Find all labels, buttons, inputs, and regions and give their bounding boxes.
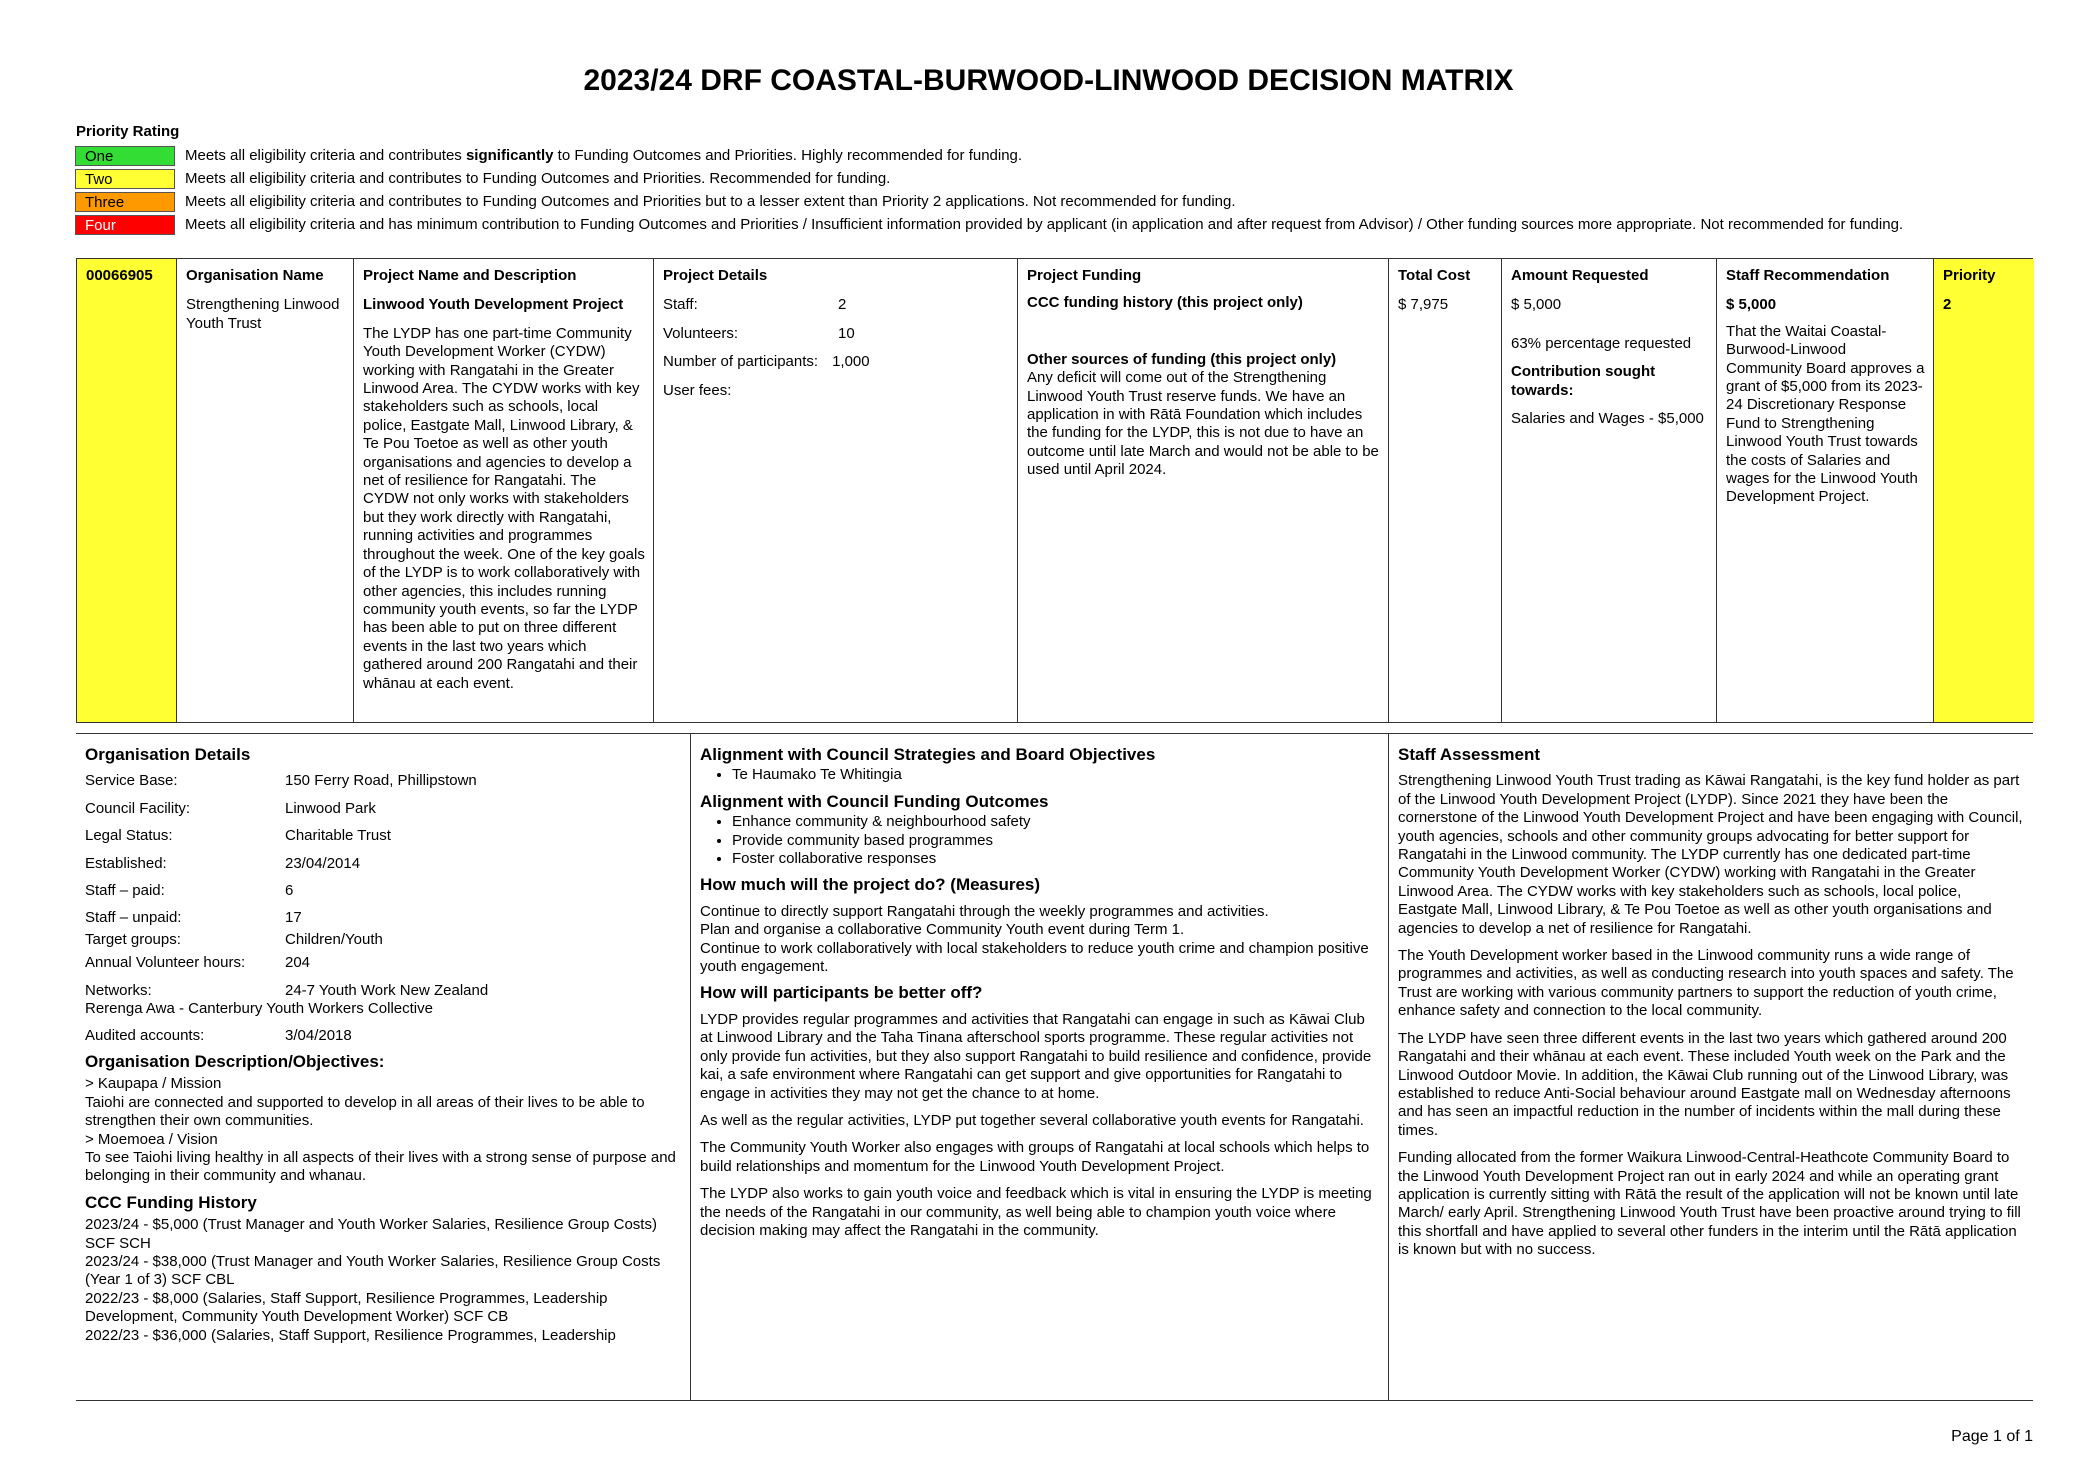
priority-legend-row-two [75,169,2015,191]
staff-assessment-paragraph: The LYDP have seen three different events in the last two years which gathered around 200 Rangatahi and their whānau at each event. These included Youth week on the Park and the Linwood Outdoor Movie. In addition, the Kāwai Club running out of the Linwood Library, was established to reduce Anti-Social behaviour around Eastgate mall on Wednesday afternoons and has seen an impactful reduction in the number of incidents within the mall during these times. [1398,1029,2011,1139]
amount-requested-header: Amount Requested [1511,267,1649,284]
detail-user-fees: User fees: [663,381,732,399]
outcome-item: • Provide community based programmes [732,832,1379,850]
priority-desc-four: Meets all eligibility criteria and has minimum contribution to Funding Outcomes and Priorities / Insufficient information provided by applicant (in application and after request from Advisor) / Other funding sources more appropriate. Not recommended for funding. [185,216,1904,233]
org-row-legal-status: Legal Status: Charitable Trust [85,827,391,845]
staff-assessment-paragraph: Strengthening Linwood Youth Trust trading as Kāwai Rangatahi, is the key fund holder as part of the Linwood Youth Development Project (LYDP). Since 2021 they have been the cornerstone of the Linwood Youth Development Project and have been engaging with Council, youth agencies, schools and other community groups advocating for better support for Rangatahi in the Linwood community. The LYDP currently has one dedicated part-time Community Youth Development Worker (CYDW) working with Rangatahi in the Greater Linwood Area. The CYDW works with key stakeholders such as schools, local police, Eastgate Mall, Linwood Library, & Te Pou Toetoe as well as other youth organisations and agencies to develop a net of resilience for Rangatahi. [1398,772,2023,937]
priority-legend-row-four [75,215,2015,237]
organisation-name: Strengthening Linwood Youth Trust [186,296,340,332]
total-cost-cell [1389,259,1502,722]
project-details-cell [654,259,1018,722]
funding-outcomes-heading: Alignment with Council Funding Outcomes [700,791,1049,811]
better-off-paragraph: As well as the regular activities, LYDP put together several collaborative youth events for Rangatahi. [700,1111,1364,1129]
total-cost-header: Total Cost [1398,267,1471,284]
priority-cell [1934,259,2034,722]
application-id: 00066905 [86,267,153,284]
contribution-heading: Contribution sought towards: [1511,363,1656,399]
staff-recommendation-text: That the Waitai Coastal-Burwood-Linwood Community Board approves a grant of $5,000 from its 2023-24 Discretionary Response Fund to Strengthening Linwood Youth Trust towards the costs of Salaries and wages for the Linwood Youth Development Project. [1726,322,1925,506]
organisation-name-header: Organisation Name [186,267,324,284]
project-name: Linwood Youth Development Project [363,296,624,314]
org-row-target-groups: Target groups: Children/Youth [85,930,383,948]
project-name-cell [354,259,654,722]
project-name-header: Project Name and Description [363,267,577,284]
outcome-item: • Foster collaborative responses [732,850,1379,868]
total-cost: $ 7,975 [1398,296,1449,314]
staff-assessment-paragraph: Funding allocated from the former Waikura Linwood-Central-Heathcote Community Board to the Linwood Youth Development Project ran out in early 2024 and while an operating grant application is currently sitting with Rātā the result of the application will not be known until late March/ early April. Strengthening Linwood Youth Trust have been proactive around trying to fill this shortfall and have applied to several other funders in the interim until the Rātā application is known but with no success. [1398,1149,2021,1259]
measures-heading: How much will the project do? (Measures) [700,875,1041,895]
amount-requested-cell [1502,259,1717,722]
project-funding-header: Project Funding [1027,267,1142,284]
funding-history-item: 2023/24 - $38,000 (Trust Manager and Youth Worker Salaries, Resilience Group Costs (Year 1 of 3) SCF CBL [85,1252,661,1289]
application-id-cell [77,259,177,722]
page-number: Page 1 of 1 [1951,1428,2033,1445]
priority-swatch-two: Two [75,169,175,189]
details-section [76,733,2033,1401]
project-details-header: Project Details [663,267,768,284]
org-row-audited-accounts: Audited accounts: 3/04/2018 [85,1027,352,1045]
outcome-item: • Enhance community & neighbourhood safety [732,813,1379,831]
measure-line: Plan and organise a collaborative Community Youth event during Term 1. [700,921,1185,939]
org-row-volunteer-hours: Annual Volunteer hours: 204 [85,954,311,972]
staff-recommendation-cell [1717,259,1934,722]
detail-participants: Number of participants: 1,000 [663,353,870,371]
decision-matrix-row [76,258,2033,723]
better-off-heading: How will participants be better off? [700,983,983,1003]
org-row-council-facility: Council Facility: Linwood Park [85,799,376,817]
organisation-details-heading: Organisation Details [85,745,251,764]
org-desc-vision-label: > Moemoea / Vision [85,1130,218,1148]
organisation-name-cell [177,259,354,722]
priority-desc-three: Meets all eligibility criteria and contributes to Funding Outcomes and Priorities but to a lesser extent than Priority 2 applications. Not recommended for funding. [185,193,1236,210]
funding-history-item: 2023/24 - $5,000 (Trust Manager and Youth Worker Salaries, Resilience Group Costs) SCF SCH [85,1216,657,1252]
org-row-networks: Networks: 24-7 Youth Work New Zealand [85,981,489,999]
priority-swatch-one: One [75,146,175,166]
contribution-text: Salaries and Wages - $5,000 [1511,410,1704,428]
org-row-staff-paid: Staff – paid: 6 [85,882,294,900]
staff-assessment-paragraph: The Youth Development worker based in the Linwood community runs a wide range of programmes and activities, as well as conducting research into youth spaces and safety. The Trust are working with various community partners to support the reduction of youth crime, enhance safety and connection to the local community. [1398,947,2014,1020]
priority-value: 2 [1943,296,1952,314]
org-desc-vision: To see Taiohi living healthy in all aspects of their lives with a strong sense of purpose and belonging in their community and whanau. [85,1148,676,1185]
ccc-funding-history-heading: CCC Funding History [85,1192,257,1212]
other-sources-heading: Other sources of funding (this project only) [1027,350,1337,368]
priority-swatch-four: Four [75,215,175,235]
org-desc-mission-label: > Kaupapa / Mission [85,1075,222,1093]
amount-requested: $ 5,000 [1511,296,1562,314]
better-off-paragraph: The Community Youth Worker also engages with groups of Rangatahi at local schools which helps to build relationships and momentum for the Linwood Youth Development Project. [700,1139,1370,1175]
priority-legend-row-one [75,146,2015,168]
detail-staff: Staff: 2 [663,296,847,314]
project-description: The LYDP has one part-time Community Youth Development Worker (CYDW) working with Rangatahi in the Greater Linwood Area. The CYDW works with key stakeholders such as schools, local police, Eastgate Mall, Linwood Library, & Te Pou Toetoe as well as other youth organisations and agencies to develop a net of resilience for Rangatahi. The CYDW not only works with stakeholders but they work directly with Rangatahi, running activities and programmes throughout the week. One of the key goals of the LYDP is to work collaboratively with other agencies, this includes running community youth events, so far the LYDP has been able to put on three different events in the last two years which gathered around 200 Rangatahi and their whānau at each event. [363,324,645,692]
ccc-history-heading: CCC funding history (this project only) [1027,294,1303,312]
organisation-details-column [76,734,690,1400]
staff-assessment-column [1388,734,2033,1400]
funding-history-item: 2022/23 - $36,000 (Salaries, Staff Support, Resilience Programmes, Leadership [85,1326,616,1344]
org-networks-extra: Rerenga Awa - Canterbury Youth Workers Collective [85,1000,433,1018]
priority-header: Priority [1943,267,1996,284]
strategies-heading: Alignment with Council Strategies and Board Objectives [700,745,1156,764]
measure-line: Continue to directly support Rangatahi through the weekly programmes and activities. [700,902,1269,920]
better-off-paragraph: LYDP provides regular programmes and activities that Rangatahi can engage in such as Kāwai Club at Linwood Library and the Taha Tinana afterschool sports programme. These regular activities not only provide fun activities, but they also support Rangatahi to build resilience and confidence, provide kai, a safe environment where Rangatahi can get support and give opportunities for Rangatahi to engage in activities they may not get the chance to at home. [700,1010,1372,1102]
detail-volunteers: Volunteers: 10 [663,324,855,342]
strategy-item: • Te Haumako Te Whitingia [732,766,1379,784]
strategies-list [700,766,1379,784]
percent-requested: 63% percentage requested [1511,334,1692,352]
priority-rating-heading: Priority Rating [76,123,180,140]
better-off-paragraph: The LYDP also works to gain youth voice and feedback which is vital in ensuring the LYDP is meeting the needs of the Rangatahi in our community, as well being able to champion youth voice where decision making may affect the Rangatahi in the community. [700,1185,1372,1239]
org-row-established: Established: 23/04/2014 [85,854,361,872]
staff-recommendation-amount: $ 5,000 [1726,296,1777,314]
measure-line: Continue to work collaboratively with local stakeholders to reduce youth crime and champion positive youth engagement. [700,939,1369,976]
priority-legend-row-three [75,192,2015,214]
page-title: 2023/24 DRF COASTAL-BURWOOD-LINWOOD DECISION MATRIX [583,64,1514,97]
org-row-service-base: Service Base: 150 Ferry Road, Phillipstown [85,772,477,790]
project-funding-cell [1018,259,1389,722]
org-row-staff-unpaid: Staff – unpaid: 17 [85,909,302,927]
priority-desc-one: Meets all eligibility criteria and contributes significantly to Funding Outcomes and Priorities. Highly recommended for funding. [185,147,1023,164]
staff-recommendation-header: Staff Recommendation [1726,267,1890,284]
priority-desc-two: Meets all eligibility criteria and contributes to Funding Outcomes and Priorities. Recommended for funding. [185,170,891,187]
alignment-column [690,734,1388,1400]
org-desc-mission: Taiohi are connected and supported to develop in all areas of their lives to be able to strengthen their own communities. [85,1093,645,1130]
funding-outcomes-list [700,813,1379,868]
organisation-description-heading: Organisation Description/Objectives: [85,1051,385,1071]
priority-swatch-three: Three [75,192,175,212]
funding-history-item: 2022/23 - $8,000 (Salaries, Staff Support, Resilience Programmes, Leadership Development, Community Youth Development Worker) SCF CB [85,1289,608,1326]
staff-assessment-heading: Staff Assessment [1398,745,1541,764]
other-sources-text: Any deficit will come out of the Strengthening Linwood Youth Trust reserve funds. We have an application in with Rātā Foundation which includes the funding for the LYDP, this is not due to have an outcome until late March and would not be able to be used until April 2024. [1027,369,1379,479]
